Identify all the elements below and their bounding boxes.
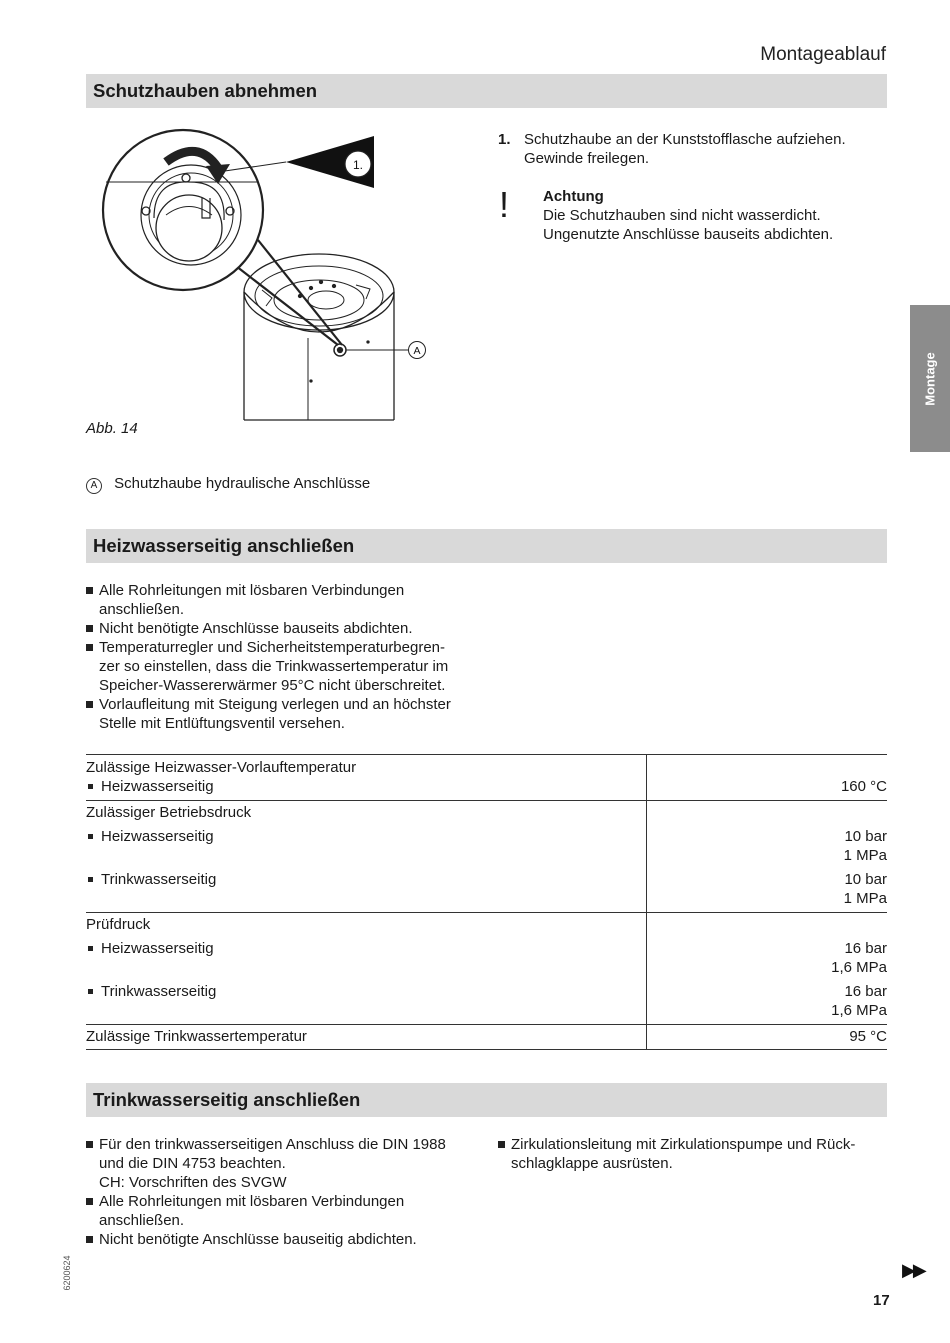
table-row-value: 10 bar 1 MPa bbox=[843, 828, 887, 864]
list-item bbox=[498, 1135, 887, 1173]
trinkwasser-bullet-list-right bbox=[498, 1135, 887, 1173]
bullet-line: Temperaturregler und Sicherheitstemperaturbegren- bbox=[99, 639, 446, 656]
list-item bbox=[86, 619, 486, 638]
bullet-line: anschließen. bbox=[99, 1212, 185, 1229]
doc-number-container bbox=[55, 1255, 79, 1291]
bullet-line: schlagklappe ausrüsten. bbox=[511, 1155, 673, 1172]
legend-text: Schutzhaube hydraulische Anschlüsse bbox=[114, 475, 371, 492]
step-line-2: Gewinde freilegen. bbox=[524, 150, 650, 167]
list-item bbox=[86, 1135, 486, 1192]
step-instruction bbox=[524, 130, 846, 168]
table-group-heading: Zulässiger Betriebsdruck bbox=[86, 801, 647, 823]
bullet-line: und die DIN 4753 beachten. bbox=[99, 1155, 286, 1172]
table-row-label: Heizwasserseitig bbox=[86, 777, 647, 801]
section-heading-heizwasser bbox=[86, 529, 887, 563]
section-heading-schutzhauben bbox=[86, 74, 887, 108]
bullet-line: Alle Rohrleitungen mit lösbaren Verbindungen bbox=[99, 582, 405, 599]
table-row-value: 160 °C bbox=[840, 778, 887, 795]
table-group-heading: Zulässige Heizwasser-Vorlauftemperatur bbox=[86, 755, 647, 778]
table-row-value: 16 bar 1,6 MPa bbox=[831, 940, 887, 976]
table-row-label: Trinkwasserseitig bbox=[86, 865, 647, 913]
bullet-line: Stelle mit Entlüftungsventil versehen. bbox=[99, 715, 345, 732]
list-item bbox=[86, 581, 486, 619]
bullet-line: Nicht benötigte Anschlüsse bauseitig abdichten. bbox=[99, 1231, 417, 1248]
table-row-label: Heizwasserseitig bbox=[86, 822, 647, 865]
figure-legend bbox=[86, 474, 370, 494]
legend-marker-a: A bbox=[86, 478, 102, 494]
table-row-label: Trinkwasserseitig bbox=[86, 977, 647, 1025]
warning-line-2: Ungenutzte Anschlüsse bauseits abdichten. bbox=[543, 226, 834, 243]
table-group-heading: Zulässige Trinkwassertemperatur bbox=[86, 1025, 647, 1050]
list-item bbox=[86, 638, 486, 695]
bullet-line: CH: Vorschriften des SVGW bbox=[99, 1174, 287, 1191]
list-item bbox=[86, 1230, 486, 1249]
table-row-value: 16 bar 1,6 MPa bbox=[831, 983, 887, 1019]
table-row-value: 10 bar 1 MPa bbox=[843, 871, 887, 907]
spec-table bbox=[86, 754, 887, 1050]
table-row-label: Heizwasserseitig bbox=[86, 934, 647, 977]
bullet-line: Vorlaufleitung mit Steigung verlegen und an höchster bbox=[99, 696, 451, 713]
figure-caption: Abb. 14 bbox=[86, 420, 138, 437]
warning-title: Achtung bbox=[543, 188, 604, 205]
bullet-line: Speicher-Wassererwärmer 95°C nicht überschreitet. bbox=[99, 677, 446, 694]
table-row-value: 95 °C bbox=[647, 1025, 888, 1050]
figure-marker-a: A bbox=[413, 345, 421, 357]
step-number: 1. bbox=[498, 131, 511, 148]
section-heading-text: Schutzhauben abnehmen bbox=[93, 80, 318, 101]
figure-step-marker: 1. bbox=[352, 158, 364, 172]
bullet-line: Für den trinkwasserseitigen Anschluss die DIN 1988 bbox=[99, 1136, 446, 1153]
bullet-line: Nicht benötigte Anschlüsse bauseits abdichten. bbox=[99, 620, 413, 637]
side-tab-label: Montage bbox=[922, 351, 938, 406]
list-item bbox=[86, 695, 486, 733]
section-heading-text: Heizwasserseitig anschließen bbox=[93, 535, 355, 556]
warning-line-1: Die Schutzhauben sind nicht wasserdicht. bbox=[543, 207, 821, 224]
section-heading-trinkwasser bbox=[86, 1083, 887, 1117]
warning-block bbox=[543, 187, 833, 244]
warning-icon: ! bbox=[499, 184, 510, 225]
trinkwasser-bullet-list-left bbox=[86, 1135, 486, 1249]
bullet-line: zer so einstellen, dass die Trinkwassertemperatur im bbox=[99, 658, 449, 675]
bullet-line: anschließen. bbox=[99, 601, 185, 618]
bullet-line: Zirkulationsleitung mit Zirkulationspumpe und Rück- bbox=[511, 1136, 856, 1153]
list-item bbox=[86, 1192, 486, 1230]
page-number: 17 bbox=[873, 1292, 890, 1309]
section-heading-text: Trinkwasserseitig anschließen bbox=[93, 1089, 361, 1110]
next-page-arrows-icon: ▶▶ bbox=[902, 1260, 924, 1280]
step-line-1: Schutzhaube an der Kunststofflasche aufziehen. bbox=[524, 131, 846, 148]
doc-number: 6200624 bbox=[62, 1255, 72, 1291]
figure-schutzhaube-illustration bbox=[86, 120, 446, 425]
side-tab-montage bbox=[910, 305, 950, 452]
bullet-line: Alle Rohrleitungen mit lösbaren Verbindungen bbox=[99, 1193, 405, 1210]
heizwasser-bullet-list bbox=[86, 581, 486, 733]
table-group-heading: Prüfdruck bbox=[86, 913, 647, 935]
page-header-title: Montageablauf bbox=[760, 44, 886, 65]
